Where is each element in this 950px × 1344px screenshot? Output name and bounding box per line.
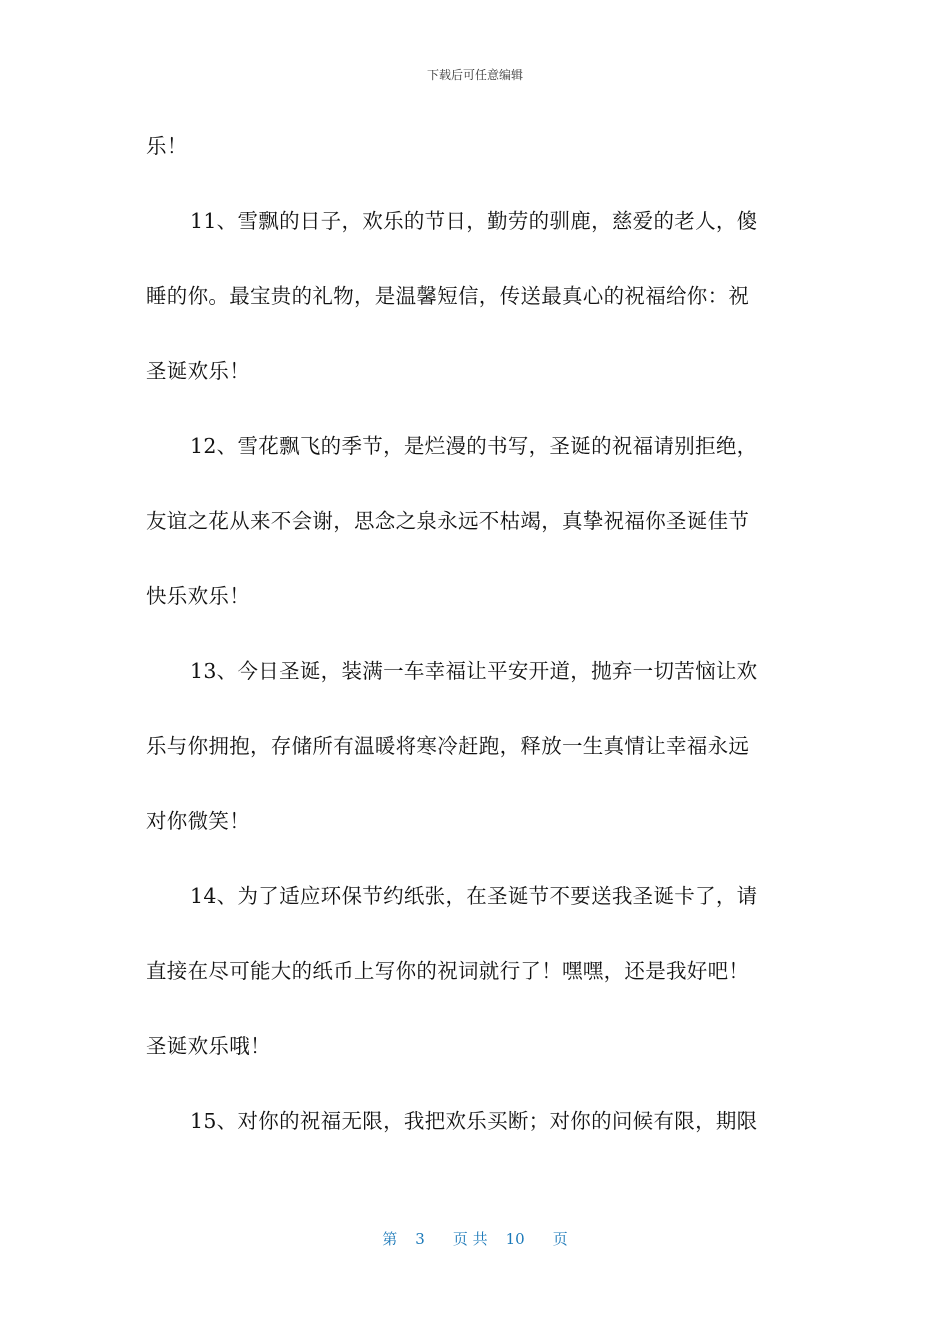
text-line: 圣诞欢乐哦！ — [146, 1034, 271, 1058]
page-header: 下载后可任意编辑 — [426, 68, 523, 82]
text-line: 睡的你。最宝贵的礼物，是温馨短信，传送最真心的祝福给你：祝 — [146, 284, 750, 308]
page-footer — [0, 1228, 950, 1249]
footer-label-ye: 页 — [552, 1230, 568, 1248]
document-body — [146, 128, 794, 1140]
text-line: 12、雪花飘飞的季节，是烂漫的书写，圣诞的祝福请别拒绝， — [190, 434, 758, 458]
text-line: 直接在尽可能大的纸币上写你的祝词就行了！嘿嘿，还是我好吧！ — [146, 959, 750, 983]
text-line: 15、对你的祝福无限，我把欢乐买断；对你的问候有限，期限 — [190, 1109, 758, 1133]
text-line: 乐！ — [146, 134, 188, 158]
text-line: 快乐欢乐！ — [146, 584, 250, 608]
current-page-number: 3 — [415, 1230, 425, 1248]
total-pages-number: 10 — [505, 1230, 525, 1248]
footer-label-di: 第 — [382, 1230, 398, 1248]
text-line: 乐与你拥抱，存储所有温暖将寒冷赶跑，释放一生真情让幸福永远 — [146, 734, 750, 758]
text-line: 友谊之花从来不会谢，思念之泉永远不枯竭，真挚祝福你圣诞佳节 — [146, 509, 750, 533]
text-line: 13、今日圣诞，装满一车幸福让平安开道，抛弃一切苦恼让欢 — [190, 659, 758, 683]
footer-label-ye-gong: 页 共 — [452, 1230, 488, 1248]
text-line: 14、为了适应环保节约纸张，在圣诞节不要送我圣诞卡了，请 — [190, 884, 758, 908]
text-line: 11、雪飘的日子，欢乐的节日，勤劳的驯鹿，慈爱的老人，傻 — [190, 209, 758, 233]
text-line: 圣诞欢乐！ — [146, 359, 250, 383]
text-line: 对你微笑！ — [146, 809, 250, 833]
